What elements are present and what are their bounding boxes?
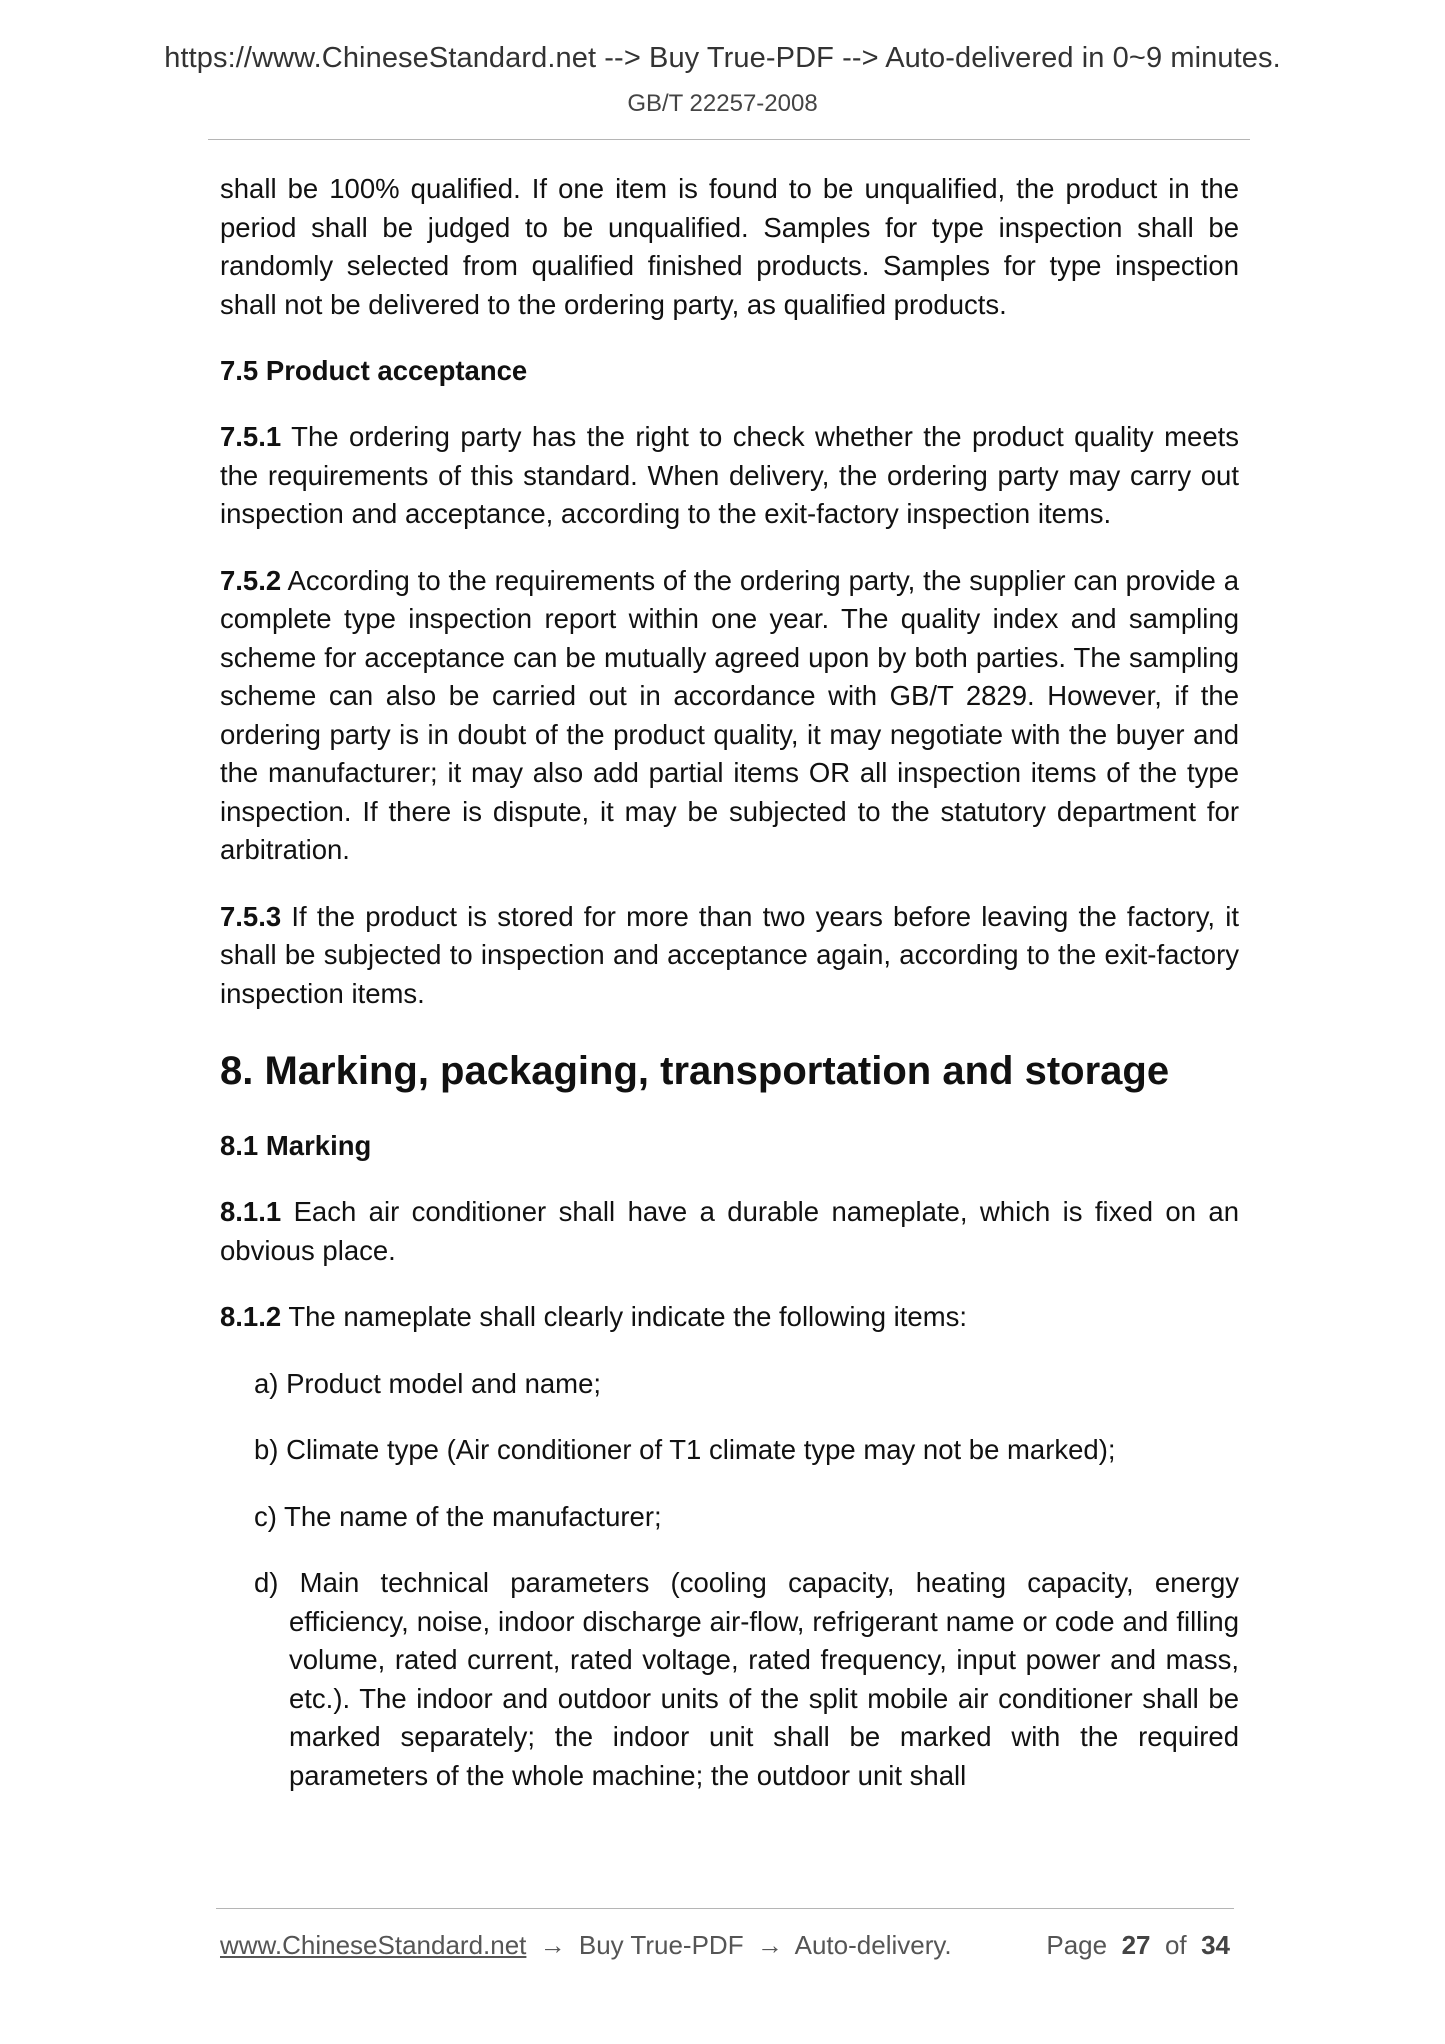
section-heading-8-1: 8.1 Marking xyxy=(220,1130,372,1161)
clause-number: 8.1.1 xyxy=(220,1196,282,1227)
clause-7-5-3 xyxy=(220,898,1239,1014)
list-item-b: b) Climate type (Air conditioner of T1 climate type may not be marked); xyxy=(254,1434,1116,1465)
header-url-line: https://www.ChineseStandard.net --> Buy True-PDF --> Auto-delivered in 0~9 minutes. xyxy=(164,42,1281,74)
clause-text: The ordering party has the right to check whether the product quality meets the requirements of this standard. When delivery, the ordering party may carry out inspection and acceptance, according to the exit-factory inspection items. xyxy=(220,421,1239,529)
list-item-d: d) Main technical parameters (cooling capacity, heating capacity, energy efficiency, noise, indoor discharge air-flow, refrigerant name or code and filling volume, rated current, rated voltage, rated frequency, input power and mass, etc.). The indoor and outdoor units of the split mobile air conditioner shall be marked separately; the indoor unit shall be marked with the required parameters of the whole machine; the outdoor unit shall xyxy=(254,1567,1239,1791)
clause-number: 7.5.1 xyxy=(220,421,282,452)
clause-text: If the product is stored for more than two years before leaving the factory, it shall be subjected to inspection and acceptance again, according to the exit-factory inspection items. xyxy=(220,900,1239,1009)
arrow-right-icon: → xyxy=(756,1930,783,1960)
paragraph-continuation: shall be 100% qualified. If one item is found to be unqualified, the product in the period shall be judged to be unqualified. Samples for type inspection shall be randomly selected from qualified finished products. Samples for type inspection shall not be delivered to the ordering party, as qualified products. xyxy=(220,173,1239,320)
document-body xyxy=(220,170,1239,1823)
clause-8-1-1 xyxy=(220,1193,1239,1270)
footer-delivery-text: Auto-delivery. xyxy=(794,1930,952,1960)
clause-text: The nameplate shall clearly indicate the following items: xyxy=(288,1301,968,1332)
clause-7-5-1 xyxy=(220,418,1239,534)
list-item-c: c) The name of the manufacturer; xyxy=(254,1500,662,1532)
clause-text: Each air conditioner shall have a durable nameplate, which is fixed on an obvious place. xyxy=(220,1196,1240,1266)
clause-number: 7.5.2 xyxy=(220,564,282,596)
chapter-heading-8: 8. Marking, packaging, transportation and storage xyxy=(220,1049,1170,1093)
page-number xyxy=(1046,1930,1230,1961)
page-label: Page xyxy=(1046,1930,1108,1960)
section-heading-7-5: 7.5 Product acceptance xyxy=(220,355,528,386)
arrow-right-icon: → xyxy=(539,1930,566,1960)
clause-7-5-2 xyxy=(220,562,1239,870)
current-page: 27 xyxy=(1121,1930,1151,1960)
clause-number: 7.5.3 xyxy=(220,900,282,932)
footer-divider xyxy=(216,1908,1234,1909)
header-divider xyxy=(208,139,1250,140)
footer-buy-text: Buy True-PDF xyxy=(578,1930,744,1960)
header-standard-code: GB/T 22257-2008 xyxy=(627,90,818,117)
of-label: of xyxy=(1164,1930,1187,1960)
page-footer xyxy=(220,1930,1230,1966)
total-pages: 34 xyxy=(1201,1930,1230,1960)
clause-8-1-2 xyxy=(220,1298,1239,1337)
clause-number: 8.1.2 xyxy=(220,1301,282,1332)
list-item-a: a) Product model and name; xyxy=(254,1367,601,1399)
footer-site-link[interactable]: www.ChineseStandard.net xyxy=(220,1930,527,1960)
clause-text: According to the requirements of the ordering party, the supplier can provide a complete type inspection report within one year. The quality index and sampling scheme for acceptance can be mutually agreed upon by both parties. The sampling scheme can also be carried out in accordance with GB/T 2829. However, if the ordering party is in doubt of the product quality, it may negotiate with the buyer and the manufacturer; it may also add partial items OR all inspection items of the type inspection. If there is dispute, it may be subjected to the statutory department for arbitration. xyxy=(220,564,1240,865)
